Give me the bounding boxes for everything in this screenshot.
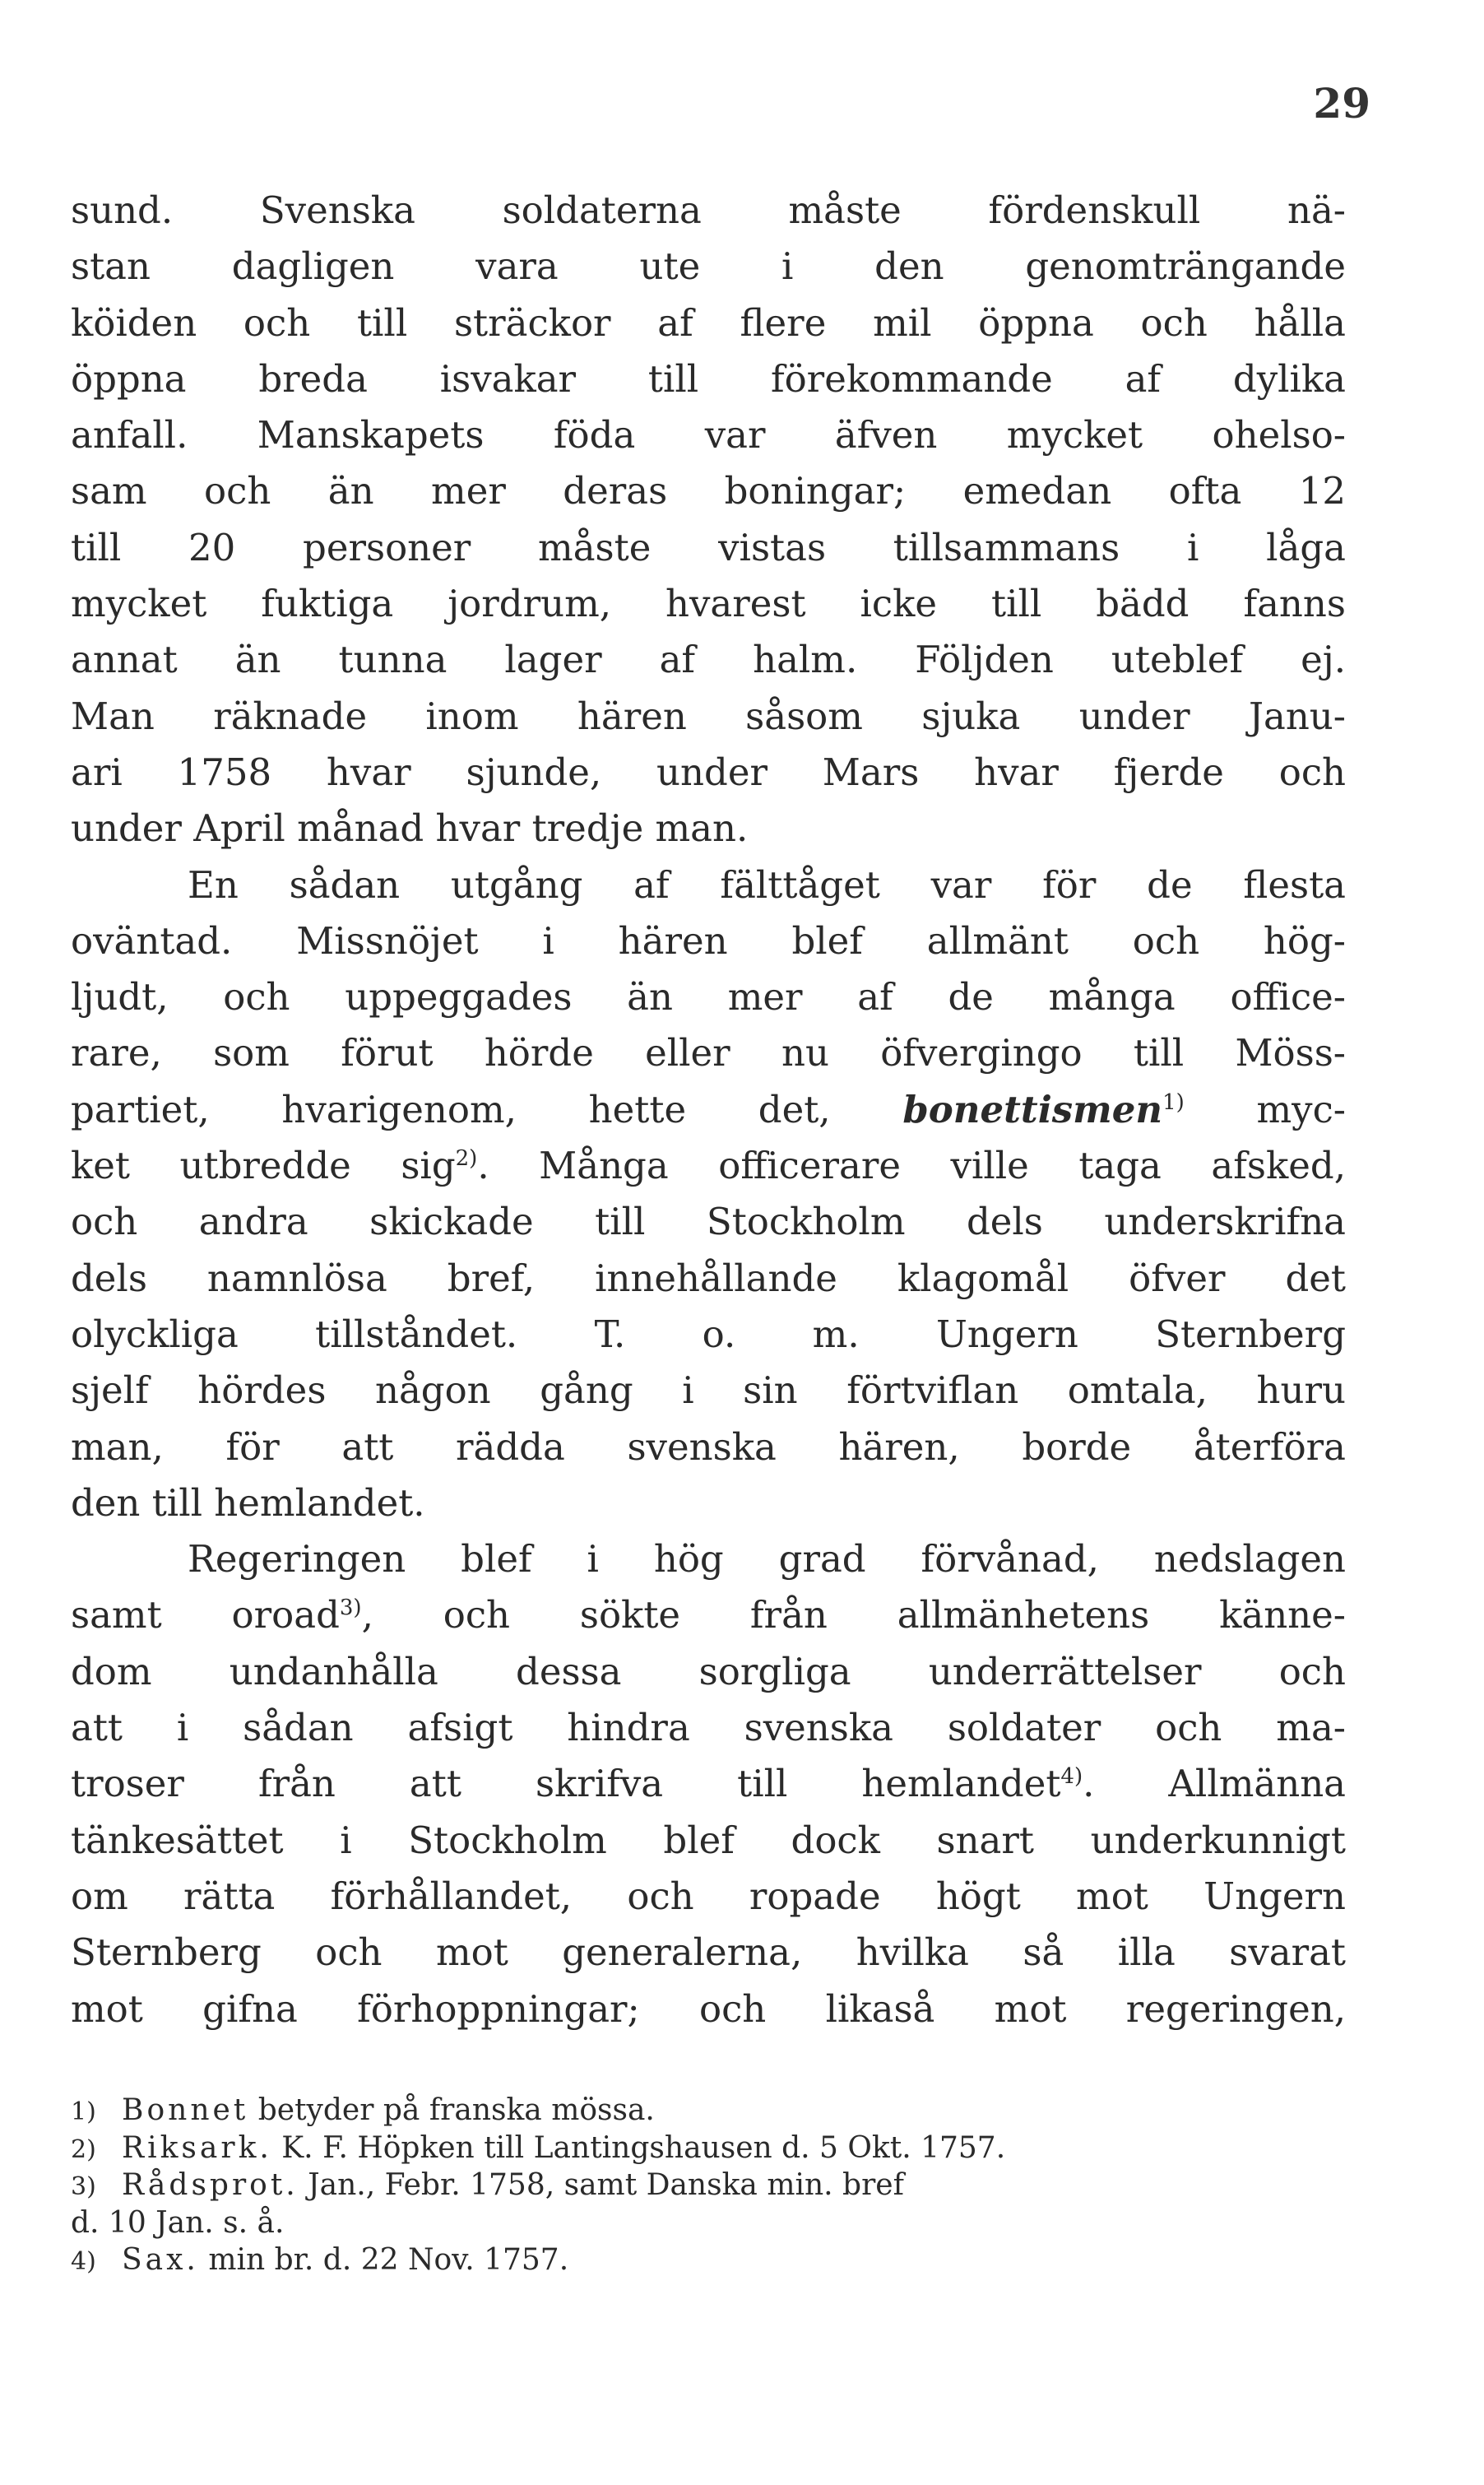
footnote-ref: 1) [1162, 1089, 1185, 1115]
text-line: anfall. Manskapets föda var äfven mycket ohelso- [71, 413, 1346, 458]
footnote-mark: 4) [71, 2247, 96, 2276]
text-line: oväntad. Missnöjet i hären blef allmänt och hög- [71, 918, 1346, 963]
footnote-source: Riksark. [122, 2130, 272, 2165]
footnote [71, 2167, 1346, 2204]
text-segment: myc- [1184, 1087, 1346, 1131]
footnote [71, 2130, 1346, 2167]
text-line: annat än tunna lager af halm. Följden uteblef ej. [71, 638, 1346, 682]
text-segment: . Allmänna [1083, 1762, 1346, 1806]
footnote-ref: 2) [455, 1146, 478, 1172]
footnote-continuation [71, 2204, 1346, 2242]
text-line: mot gifna förhoppningar; och likaså mot regeringen, [71, 1986, 1346, 2031]
text-line: sam och än mer deras boningar; emedan ofta 12 [71, 469, 1346, 513]
footnote [71, 2241, 1346, 2279]
text-segment: partiet, hvarigenom, hette det, [71, 1087, 903, 1131]
text-line: rare, som förut hörde eller nu öfvergingo till Möss- [71, 1031, 1346, 1075]
text-line: sund. Svenska soldaterna måste fördenskull nä- [71, 188, 1346, 232]
footnote [71, 2092, 1346, 2130]
text-line: sjelf hördes någon gång i sin förtviflan omtala, huru [71, 1368, 1346, 1413]
paragraph-start: Regeringen blef i hög grad förvånad, nedslagen [188, 1537, 1346, 1582]
text-line: Sternberg och mot generalerna, hvilka så illa svarat [71, 1930, 1346, 1975]
text-segment: samt oroad [71, 1593, 340, 1637]
text-segment: , och sökte från allmänhetens känne- [361, 1593, 1346, 1637]
text-line: köiden och till sträckor af flere mil öppna och hålla [71, 300, 1346, 345]
text-line: man, för att rädda svenska hären, borde återföra [71, 1424, 1346, 1469]
footnote-source: Sax. [122, 2243, 199, 2277]
text-line: tänkesättet i Stockholm blef dock snart underkunnigt [71, 1818, 1346, 1862]
footnote-mark: 2) [71, 2134, 96, 2164]
text-line [71, 1587, 1346, 1643]
text-line: den till hemlandet. [71, 1480, 425, 1525]
text-line [71, 1756, 1346, 1812]
text-line: dels namnlösa bref, innehållande klagomål öfver det [71, 1256, 1346, 1300]
footnote-text: d. 10 Jan. s. å. [71, 2205, 285, 2240]
text-segment: troser från att skrifva till hemlandet [71, 1762, 1061, 1806]
footnote-text: Jan., Febr. 1758, samt Danska min. bref [298, 2168, 904, 2202]
text-line: ljudt, och uppeggades än mer af de många office- [71, 975, 1346, 1020]
footnote-text: min br. d. 22 Nov. 1757. [198, 2243, 569, 2277]
page-number: 29 [1313, 79, 1370, 128]
text-line: ari 1758 hvar sjunde, under Mars hvar fjerde och [71, 750, 1346, 794]
text-line: Man räknade inom hären såsom sjuka under Janu- [71, 694, 1346, 738]
text-line: till 20 personer måste vistas tillsammans i låga [71, 525, 1346, 569]
text-segment: . Många officerare ville taga afsked, [477, 1144, 1346, 1188]
footnote-source: Bonnet [122, 2093, 249, 2127]
text-line: dom undanhålla dessa sorgliga underrättelser och [71, 1649, 1346, 1693]
text-line: öppna breda isvakar till förekommande af dylika [71, 356, 1346, 401]
text-line: och andra skickade till Stockholm dels underskrifna [71, 1200, 1346, 1244]
footnote-ref: 4) [1060, 1764, 1083, 1790]
text-line: mycket fuktiga jordrum, hvarest icke till bädd fanns [71, 582, 1346, 626]
footnote-mark: 3) [71, 2172, 96, 2201]
footnote-source: Rådsprot. [122, 2168, 299, 2202]
footnote-mark: 1) [71, 2097, 96, 2126]
footnote-ref: 3) [339, 1596, 362, 1621]
text-line: under April månad hvar tredje man. [71, 806, 749, 851]
text-line: stan dagligen vara ute i den genomträngande [71, 244, 1346, 289]
italic-term: bonettismen [902, 1087, 1163, 1131]
footnote-text: betyder på franska mössa. [248, 2093, 655, 2127]
footnotes [71, 2092, 1346, 2279]
text-line: att i sådan afsigt hindra svenska soldater och ma- [71, 1706, 1346, 1750]
text-line: olyckliga tillståndet. T. o. m. Ungern Sternberg [71, 1312, 1346, 1356]
main-text [71, 183, 1346, 2037]
text-line: om rätta förhållandet, och ropade högt mot Ungern [71, 1874, 1346, 1918]
paragraph-start: En sådan utgång af fälttåget var för de flesta [188, 862, 1346, 907]
footnote-text: K. F. Höpken till Lantingshausen d. 5 Okt. 1757. [271, 2130, 1006, 2165]
text-segment: ket utbredde sig [71, 1144, 456, 1188]
text-line [71, 1138, 1346, 1194]
text-line [71, 1082, 1346, 1138]
